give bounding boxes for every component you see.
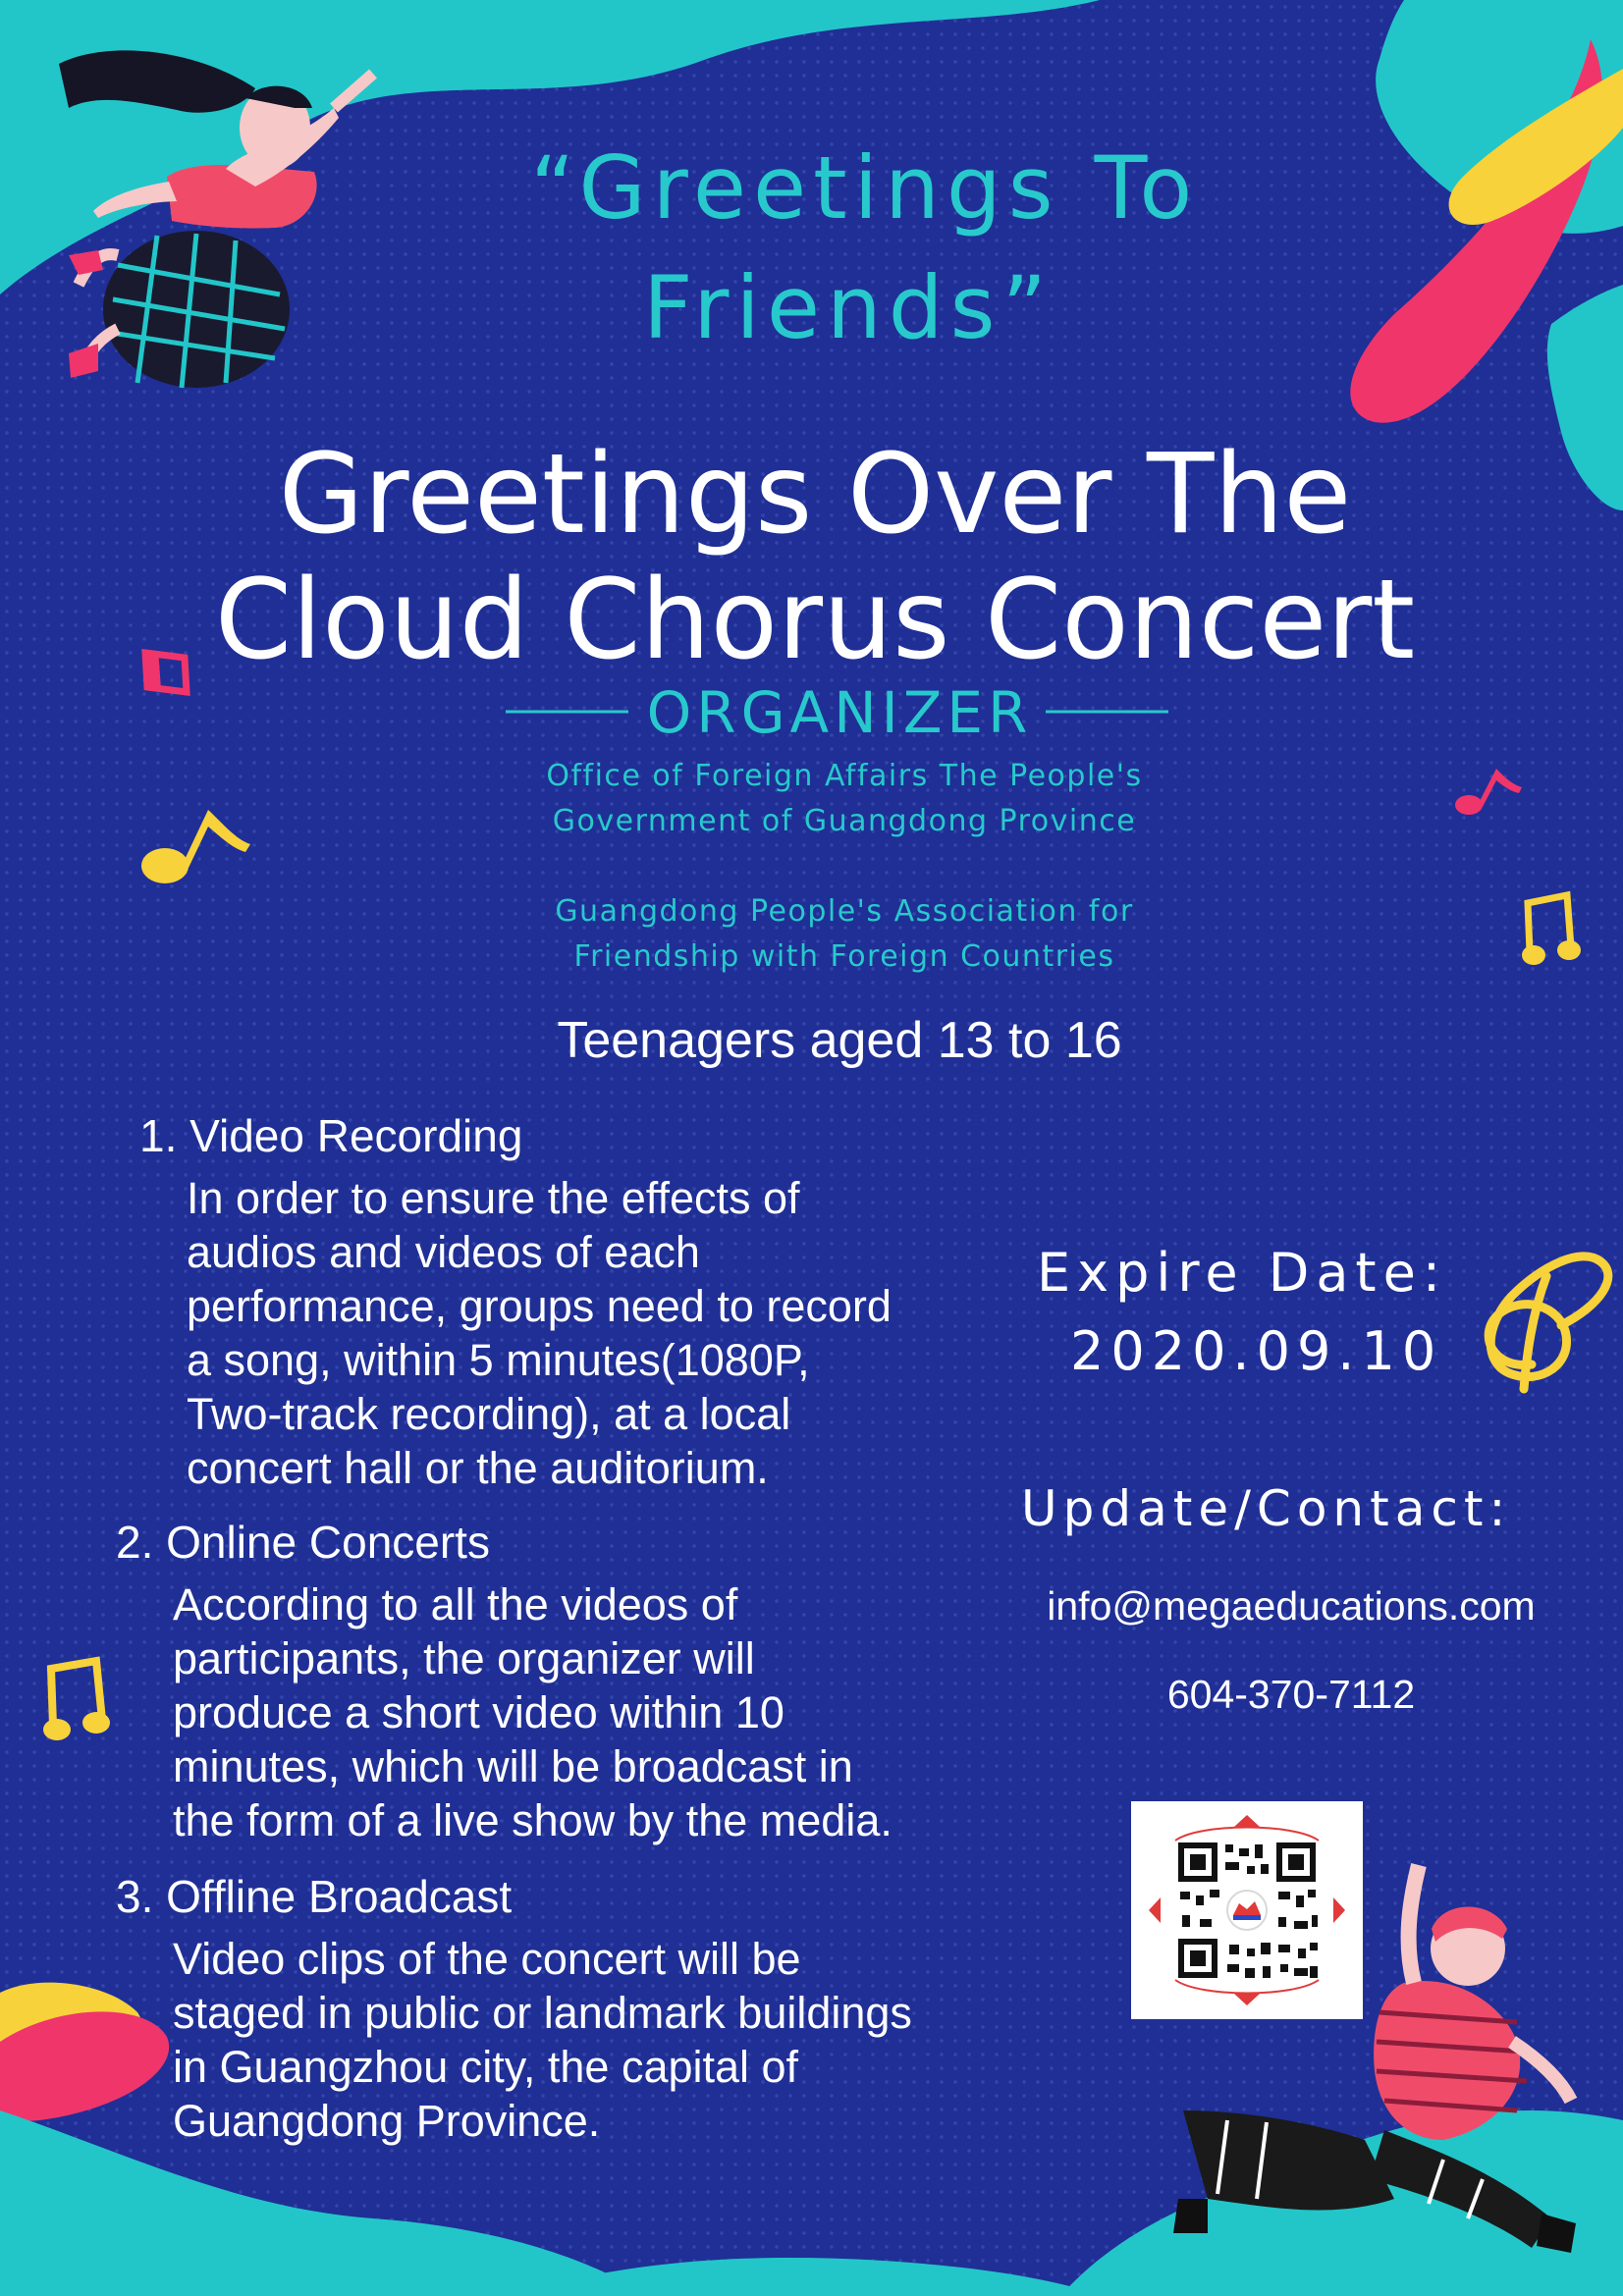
step-line: concert hall or the auditorium. (187, 1443, 769, 1493)
audience-text: Teenagers aged 13 to 16 (557, 1012, 1122, 1069)
organizer-association-line-1: Guangdong People's Association for (555, 894, 1134, 929)
organizer-office-line-1: Office of Foreign Affairs The People's (546, 759, 1143, 793)
step-line: participants, the organizer will (173, 1633, 755, 1683)
step-line: produce a short video within 10 (173, 1687, 784, 1737)
title-line-2: Cloud Chorus Concert (214, 557, 1416, 684)
step-line: Two-track recording), at a local (187, 1389, 791, 1439)
organizer-office-line-2: Government of Guangdong Province (552, 804, 1137, 838)
step-line: minutes, which will be broadcast in (173, 1741, 853, 1791)
treble-clef-icon (1488, 1256, 1608, 1389)
step-line: According to all the videos of (173, 1579, 738, 1629)
step-line: Video clips of the concert will be (173, 1934, 801, 1984)
teal-blob-side-right (1547, 285, 1623, 510)
music-note-icon (1455, 769, 1522, 815)
contact-email-link[interactable]: info@megaeducations.com (1047, 1583, 1536, 1629)
expire-date-value: 2020.09.10 (1070, 1320, 1443, 1382)
beamed-notes-icon (1522, 895, 1581, 965)
step-line: staged in public or landmark buildings (173, 1988, 912, 2038)
step-line: In order to ensure the effects of (187, 1173, 800, 1223)
step-3-title: 3. Offline Broadcast (116, 1871, 513, 1922)
step-line: performance, groups need to record (187, 1281, 892, 1331)
page-title (157, 432, 1473, 683)
step-2-title: 2. Online Concerts (116, 1517, 490, 1568)
step-line: in Guangzhou city, the capital of (173, 2042, 799, 2092)
step-line: Guangdong Province. (173, 2096, 601, 2146)
title-line-1: Greetings Over The (278, 431, 1352, 559)
step-3-body (173, 1932, 1017, 2148)
organizer-office (471, 754, 1217, 844)
organizer-association-line-2: Friendship with Foreign Countries (573, 939, 1115, 974)
contact-phone-link[interactable]: 604-370-7112 (1166, 1672, 1416, 1717)
greeting-line-1: “Greetings To (530, 137, 1200, 239)
step-2-body (173, 1577, 998, 1847)
pink-blob-bottom-left (0, 2011, 169, 2120)
greeting-line-2: Friends” (643, 257, 1055, 358)
qr-code-icon (1131, 1801, 1363, 2019)
step-line: audios and videos of each (187, 1227, 700, 1277)
step-1-title: 1. Video Recording (139, 1110, 523, 1161)
step-1-body (187, 1171, 1001, 1495)
step-line: the form of a live show by the media. (173, 1795, 893, 1845)
contact-label: Update/Contact: (1021, 1480, 1512, 1537)
beamed-notes-icon (43, 1661, 110, 1740)
expire-date-label: Expire Date: (1037, 1242, 1448, 1304)
music-note-icon (141, 810, 250, 883)
step-line: a song, within 5 minutes(1080P, (187, 1335, 810, 1385)
teal-wave-bottom-mid (511, 2258, 1100, 2296)
organizer-association (471, 889, 1217, 980)
organizer-heading: ORGANIZER (646, 679, 1033, 746)
